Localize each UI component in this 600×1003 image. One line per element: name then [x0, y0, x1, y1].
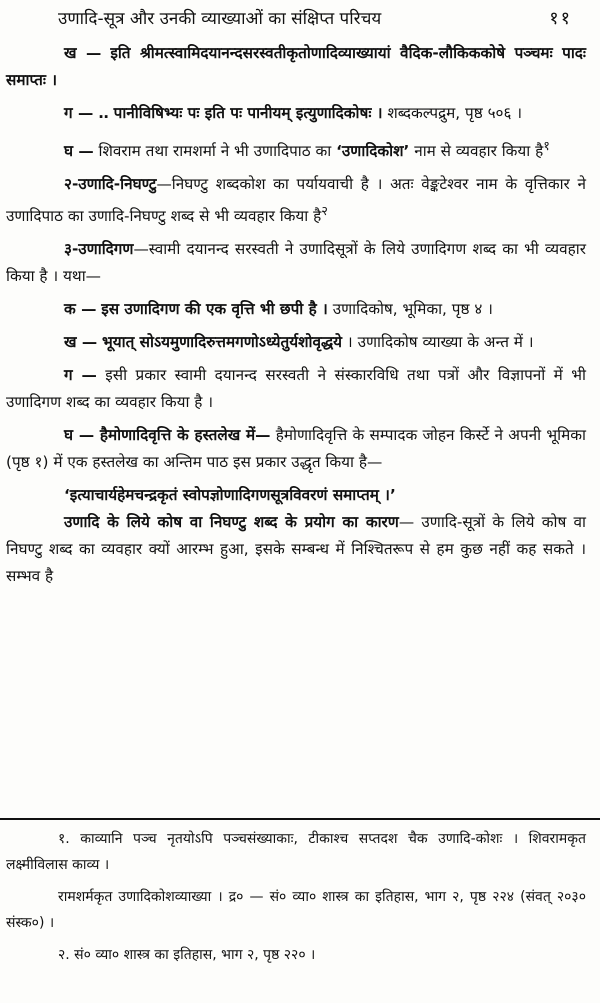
footnote-2: २. सं० व्या० शास्त्र का इतिहास, भाग २, पृष्ठ २२० ।	[58, 947, 316, 963]
running-title: उणादि-सूत्र और उनकी व्याख्याओं का संक्षिप्त परिचय	[58, 9, 382, 29]
running-header	[6, 6, 586, 32]
item-label: घ —	[64, 142, 94, 161]
paragraph-ga	[6, 100, 586, 127]
section-heading: ३-उणादिगण	[64, 240, 134, 259]
body-text: शिवराम तथा रामशर्मा ने भी उणादिपाठ का	[98, 142, 332, 161]
footnote-divider	[0, 818, 600, 820]
paragraph-gha-2	[6, 422, 586, 476]
body-text: इसी प्रकार स्वामी दयानन्द सरस्वती ने संस्कारविधि तथा पत्रों और विज्ञापनों में भी उणादिगण शब्द का व्यवहार किया है ।	[6, 366, 586, 412]
body-text: — उणादि-सूत्रों के लिये कोष वा निघण्टु शब्द का व्यवहार क्यों आरम्भ हुआ, इसके सम्बन्ध में निश्चितरूप से हम कुछ नहीं कह सकते । सम्भव है	[6, 513, 586, 586]
citation: । उणादिकोष व्याख्या के अन्त में ।	[346, 333, 534, 352]
paragraph-reason	[6, 509, 586, 590]
body-text: —निघण्टु शब्दकोश का पर्यायवाची है । अतः वेङ्कटेश्वर नाम के वृत्तिकार ने उणादिपाठ का उणादि-निघण्टु शब्द से भी व्यवहार किया है	[6, 175, 586, 226]
paragraph-kha	[6, 40, 586, 94]
sanskrit-quote: पानीविषिभ्यः पः इति पः पानीयम् इत्युणादिकोषः ।	[113, 104, 383, 122]
body-text: —स्वामी दयानन्द सरस्वती ने उणादिसूत्रों के लिये उणादिगण शब्द का भी व्यवहार किया है । यथा—	[6, 240, 586, 286]
item-label: ख —	[64, 44, 102, 62]
paragraph-ga-2	[6, 362, 586, 416]
paragraph-gha	[6, 133, 586, 165]
main-text	[6, 40, 586, 590]
quoted-term: ‘उणादिकोश’	[336, 142, 410, 161]
sanskrit-quote: इति श्रीमत्स्वामिदयानन्दसरस्वतीकृतोणादिव्याख्यायां वैदिक-लौकिककोषे पञ्चमः पादः समाप्तः ।	[6, 44, 586, 89]
citation: शब्दकल्पद्रुम, पृष्ठ ५०६ ।	[387, 104, 523, 122]
item-label: ग — ‥	[64, 104, 109, 122]
footnotes	[6, 826, 586, 974]
paragraph-nighantu	[6, 171, 586, 230]
quote-text: इस उणादिगण की एक वृत्ति भी छपी है ।	[101, 300, 328, 319]
page-number: ११	[549, 8, 572, 29]
sanskrit-quote: भूयात् सोऽयमुणादिरुत्तमगणोऽध्येतुर्यशोवृद्धये	[102, 333, 343, 352]
body-text: हैमोणादिवृत्ति के सम्पादक जोहन किर्स्टे ने अपनी भूमिका (पृष्ठ १) में एक हस्तलेख का अन्तिम पाठ इस प्रकार उद्धृत किया है—	[6, 426, 586, 472]
section-heading: उणादि के लिये कोष वा निघण्टु शब्द के प्रयोग का कारण	[64, 513, 399, 532]
body-text: नाम से व्यवहार किया है	[414, 142, 544, 161]
footnote-1-continued: रामशर्मकृत उणादिकोशव्याख्या । द्र० — सं० व्या० शास्त्र का इतिहास, भाग २, पृष्ठ २२४ (संवत् २०३० संस्क०) ।	[6, 889, 586, 931]
paragraph-ka	[6, 296, 586, 323]
footnote-ref: १	[543, 139, 550, 154]
citation: उणादिकोष, भूमिका, पृष्ठ ४ ।	[332, 300, 493, 319]
paragraph-kha-2	[6, 329, 586, 356]
item-label: ग —	[64, 366, 97, 385]
item-label: घ — हैमोणादिवृत्ति के हस्तलेख में—	[64, 426, 271, 445]
footnote-1: १. काव्यानि पञ्च नृतयोऽपि पञ्चसंख्याकाः, टीकाश्च सप्तदश चैक उणादि-कोशः । शिवरामकृत लक्ष्मीविलास काव्य ।	[6, 831, 586, 873]
block-quote: ‘इत्याचार्यहेमचन्द्रकृतं स्वोपज्ञोणादिगणसूत्रविवरणं समाप्तम् ।’	[64, 486, 396, 505]
footnote-ref: २	[321, 204, 328, 220]
section-heading: २-उणादि-निघण्टु	[64, 175, 157, 194]
paragraph-unadigana	[6, 236, 586, 290]
item-label: ख —	[64, 333, 98, 352]
item-label: क —	[64, 300, 97, 319]
